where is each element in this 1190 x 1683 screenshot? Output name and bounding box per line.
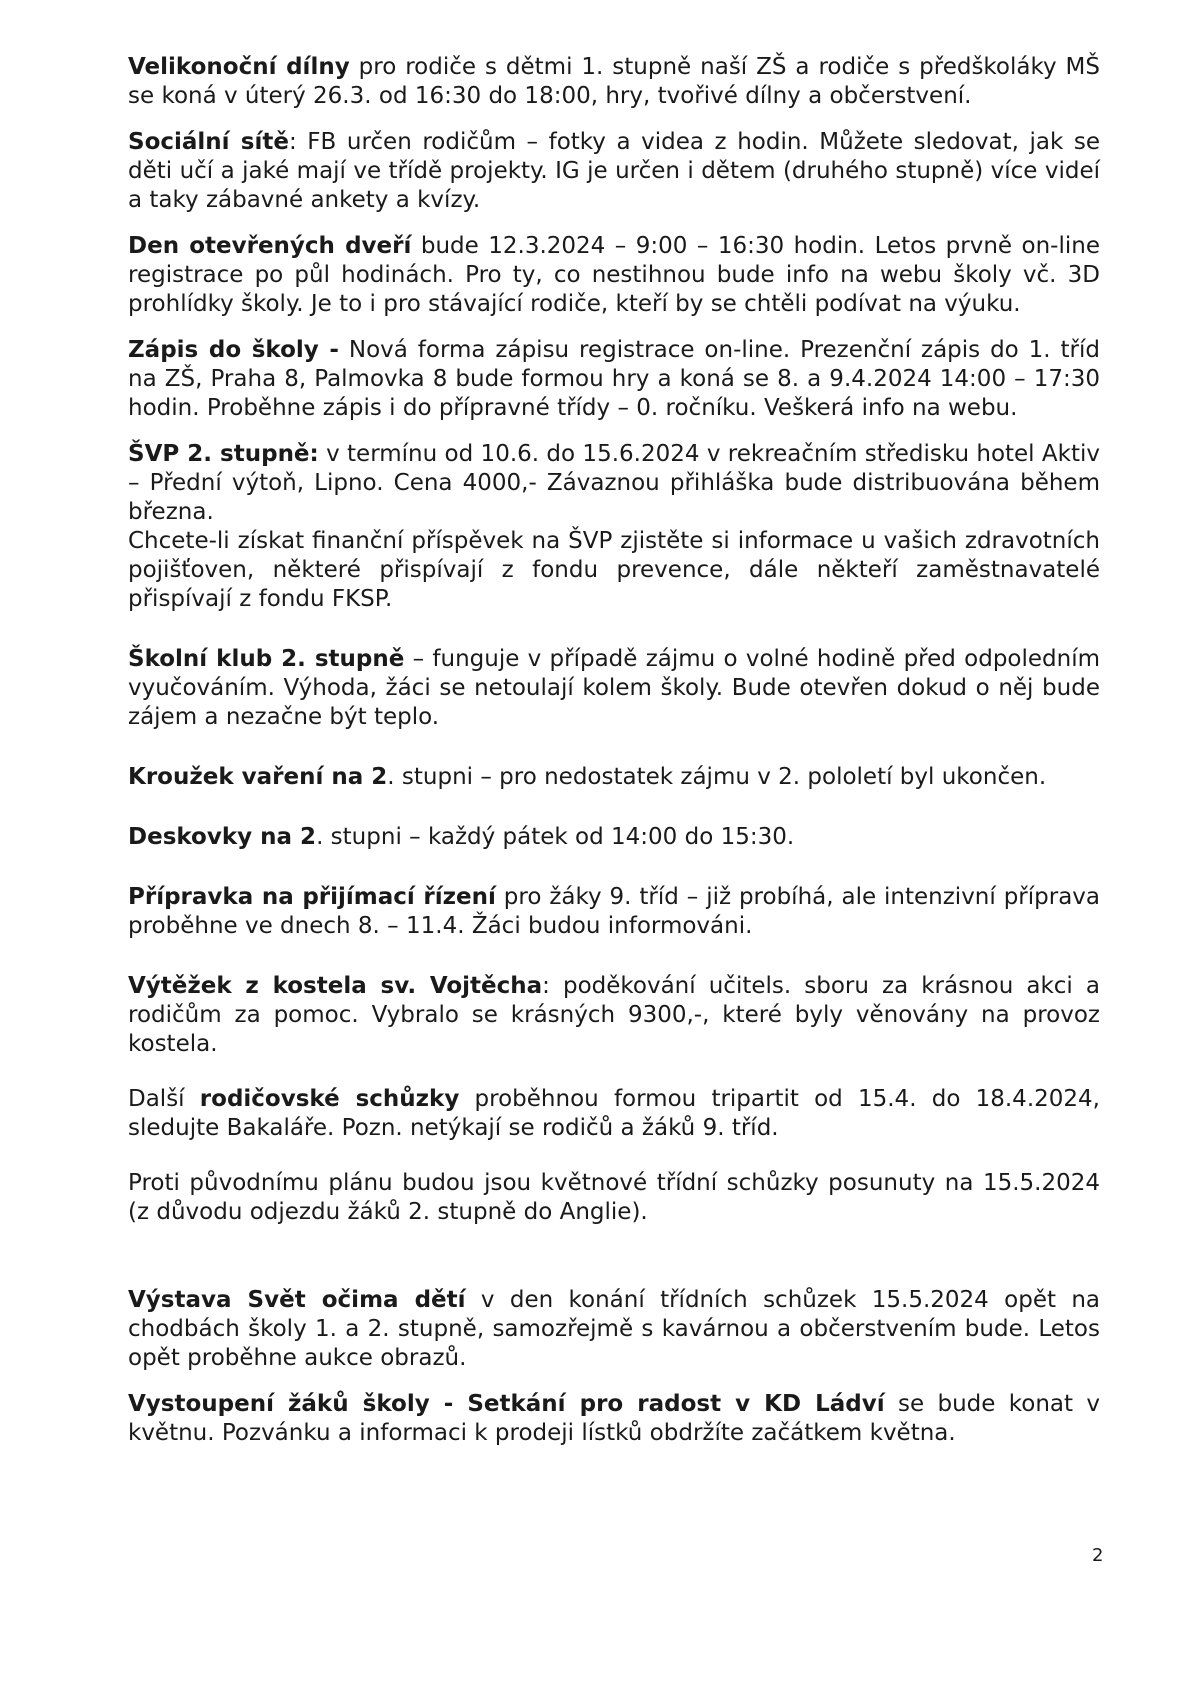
paragraph-entrance-exam-prep — [128, 883, 1100, 941]
paragraph-school-enrollment — [128, 336, 1100, 423]
paragraph-heading: Výtěžek z kostela sv. Vojtěcha — [128, 973, 543, 999]
paragraph-text: Chcete-li získat finanční příspěvek na ŠVP zjistěte si informace u vašich zdravotních pojišťoven, některé přispívají z fondu prevence, dále někteří zaměstnavatelé přispívají z fondu FKSP. — [128, 528, 1100, 612]
paragraph-student-performance — [128, 1390, 1100, 1448]
paragraph-exhibition — [128, 1286, 1100, 1373]
paragraph-heading: rodičovské schůzky — [199, 1086, 460, 1112]
paragraph-text: – funguje v případě zájmu o volné hodině před odpoledním vyučováním. Výhoda, žáci se netoulají kolem školy. Bude otevřen dokud o něj bude zájem a nezačne být teplo. — [128, 646, 1100, 730]
paragraph-heading: ŠVP 2. stupně: — [128, 441, 319, 467]
paragraph-school-club — [128, 645, 1100, 732]
paragraph-text: proběhnou formou tripartit od 15.4. do 18.4.2024, sledujte Bakaláře. Pozn. netýkají se rodičů a žáků 9. tříd. — [128, 1086, 1100, 1141]
paragraph-heading: Zápis do školy - — [128, 337, 339, 363]
paragraph-trip-contribution — [128, 527, 1100, 614]
paragraph-open-day — [128, 232, 1100, 319]
paragraph-heading: Deskovky na 2 — [128, 824, 317, 850]
paragraph-heading: Velikonoční dílny — [128, 54, 350, 80]
paragraph-heading: Vystoupení žáků školy - Setkání pro radost v KD Ládví — [128, 1391, 885, 1417]
paragraph-meetings-rescheduled — [128, 1169, 1100, 1227]
paragraph-text: v termínu od 10.6. do 15.6.2024 v rekreačním středisku hotel Aktiv – Přední výtoň, Lipno. Cena 4000,- Závaznou přihláška bude distribuována během března. — [128, 441, 1100, 525]
paragraph-text: . stupni – pro nedostatek zájmu v 2. pololetí byl ukončen. — [387, 764, 1047, 790]
paragraph-board-games — [128, 823, 1100, 852]
paragraph-text: bude 12.3.2024 – 9:00 – 16:30 hodin. Letos prvně on-line registrace po půl hodinách. Pro ty, co nestihnou bude info na webu školy vč. 3D prohlídky školy. Je to i pro stávající rodiče, kteří by se chtěli podívat na výuku. — [128, 233, 1100, 317]
paragraph-text: v den konání třídních schůzek 15.5.2024 opět na chodbách školy 1. a 2. stupně, samozřejmě s kavárnou a občerstvením bude. Letos opět proběhne aukce obrazů. — [128, 1287, 1101, 1371]
paragraph-easter-workshops — [128, 53, 1100, 111]
paragraph-text: . stupni – každý pátek od 14:00 do 15:30. — [316, 824, 795, 850]
paragraph-heading: Den otevřených dveří — [128, 233, 412, 259]
paragraph-school-trip — [128, 440, 1100, 527]
paragraph-text: pro rodiče s dětmi 1. stupně naší ZŠ a rodiče s předškoláky MŠ se koná v úterý 26.3. od 16:30 do 18:00, hry, tvořivé dílny a občerstvení. — [128, 54, 1100, 109]
paragraph-heading: Výstava Svět očima dětí — [128, 1287, 466, 1313]
paragraph-text: se bude konat v květnu. Pozvánku a informaci k prodeji lístků obdržíte začátkem května. — [128, 1391, 1100, 1446]
paragraph-text: pro žáky 9. tříd – již probíhá, ale intenzivní příprava proběhne ve dnech 8. – 11.4. Žáci budou informováni. — [128, 884, 1100, 939]
paragraph-heading: Sociální sítě — [128, 129, 289, 155]
paragraph-heading: Školní klub 2. stupně — [128, 646, 405, 672]
paragraph-parent-meetings — [128, 1085, 1100, 1143]
paragraph-heading: Kroužek vaření na 2 — [128, 764, 388, 790]
paragraph-text: Nová forma zápisu registrace on-line. Prezenční zápis do 1. tříd na ZŠ, Praha 8, Palmovka 8 bude formou hry a koná se 8. a 9.4.2024 14:00 – 17:30 hodin. Proběhne zápis i do přípravné třídy – 0. ročníku. Veškerá info na webu. — [128, 337, 1100, 421]
paragraph-church-proceeds — [128, 972, 1100, 1059]
document-body — [128, 53, 1100, 1448]
paragraph-heading: Přípravka na přijímací řízení — [128, 884, 496, 910]
paragraph-text: : poděkování učitels. sboru za krásnou akci a rodičům za pomoc. Vybralo se krásných 9300,-, které byly věnovány na provoz kostela. — [128, 973, 1100, 1057]
paragraph-text: Proti původnímu plánu budou jsou květnové třídní schůzky posunuty na 15.5.2024 (z důvodu odjezdu žáků 2. stupně do Anglie). — [128, 1170, 1100, 1225]
paragraph-social-networks — [128, 128, 1100, 215]
paragraph-text: Další — [128, 1086, 200, 1112]
paragraph-text: : FB určen rodičům – fotky a videa z hodin. Můžete sledovat, jak se děti učí a jaké mají ve třídě projekty. IG je určen i dětem (druhého stupně) více videí a taky zábavné ankety a kvízy. — [128, 129, 1100, 213]
paragraph-cooking-club — [128, 763, 1100, 792]
page-number: 2 — [1092, 1545, 1104, 1566]
